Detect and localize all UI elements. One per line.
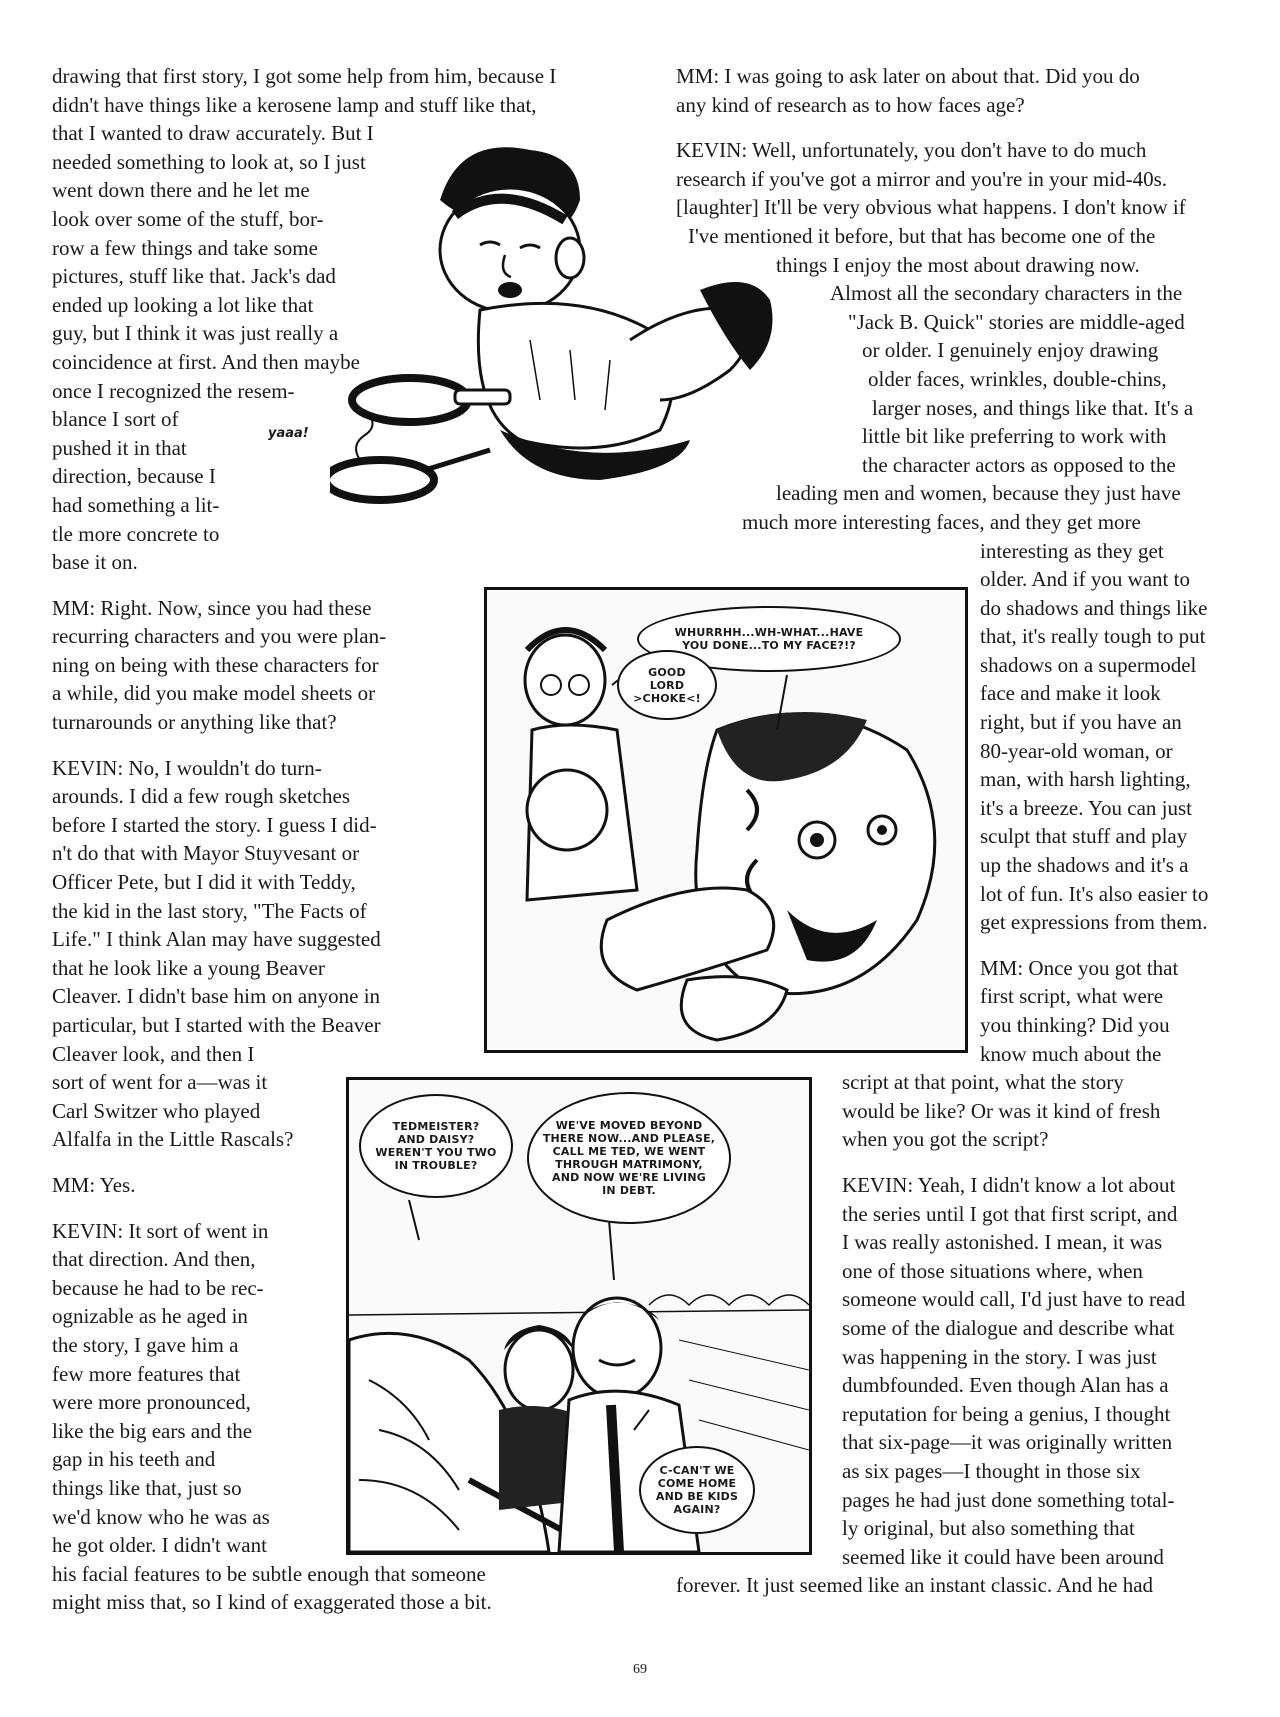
text-line: MM: Once you got that <box>980 955 1179 980</box>
text-line: any kind of research as to how faces age? <box>676 92 1025 117</box>
text-line: Carl Switzer who played <box>52 1098 261 1123</box>
text-line: things like that, just so <box>52 1475 242 1500</box>
text-line: once I recognized the resem- <box>52 378 295 403</box>
text-line: few more features that <box>52 1361 241 1386</box>
text-line: because he had to be rec- <box>52 1275 264 1300</box>
text-line: one of those situations where, when <box>842 1258 1143 1283</box>
text-line: when you got the script? <box>842 1127 1049 1152</box>
text-line: the kid in the last story, "The Facts of <box>52 898 367 923</box>
text-line: someone would call, I'd just have to read <box>842 1287 1186 1312</box>
text-line: needed something to look at, so I just <box>52 149 366 174</box>
text-line: dumbfounded. Even though Alan has a <box>842 1373 1169 1398</box>
text-line: face and make it look <box>980 681 1161 706</box>
text-line: lot of fun. It's also easier to <box>980 881 1209 906</box>
balloon-line: AGAIN? <box>673 1503 721 1516</box>
text-line: recurring characters and you were plan- <box>52 624 387 649</box>
text-line: "Jack B. Quick" stories are middle-aged <box>848 309 1185 334</box>
text-line: larger noses, and things like that. It's a <box>872 395 1194 420</box>
text-line: the character actors as opposed to the <box>862 452 1176 477</box>
text-line: much more interesting faces, and they get more <box>742 509 1141 534</box>
comic-panel-face <box>484 587 968 1053</box>
text-line: n't do that with Mayor Stuyvesant or <box>52 841 360 866</box>
text-line: do shadows and things like <box>980 595 1208 620</box>
text-line: would be like? Or was it kind of fresh <box>842 1098 1161 1123</box>
balloon-line: TEDMEISTER? <box>392 1120 480 1133</box>
balloon-line: WEREN'T YOU TWO <box>375 1146 497 1159</box>
text-line: that direction. And then, <box>52 1247 256 1272</box>
balloon-line: WHURRHH...WH-WHAT...HAVE <box>674 626 864 639</box>
text-line: up the shadows and it's a <box>980 853 1189 878</box>
text-line: forever. It just seemed like an instant classic. And he had <box>676 1573 1154 1598</box>
text-line: ly original, but also something that <box>842 1516 1135 1541</box>
text-line: was happening in the story. I was just <box>842 1344 1157 1369</box>
text-line: KEVIN: Yeah, I didn't know a lot about <box>842 1172 1176 1197</box>
text-line: right, but if you have an <box>980 710 1182 735</box>
text-line: a while, did you make model sheets or <box>52 681 376 706</box>
text-line: sort of went for a—was it <box>52 1070 268 1095</box>
text-line: 80-year-old woman, or <box>980 738 1173 763</box>
text-line: Cleaver. I didn't base him on anyone in <box>52 984 381 1009</box>
boy-illustration <box>268 140 890 560</box>
text-line: [laughter] It'll be very obvious what happens. I don't know if <box>676 195 1186 220</box>
text-line: that, it's really tough to put <box>980 624 1206 649</box>
text-line: Officer Pete, but I did it with Teddy, <box>52 870 356 895</box>
text-line: or older. I genuinely enjoy drawing <box>862 338 1159 363</box>
boy-drawing <box>330 140 890 560</box>
text-line: reputation for being a genius, I thought <box>842 1401 1171 1426</box>
text-line: gap in his teeth and <box>52 1447 216 1472</box>
text-line: older. And if you want to <box>980 567 1190 592</box>
text-line: ning on being with these characters for <box>52 652 379 677</box>
text-line: ognizable as he aged in <box>52 1304 248 1329</box>
text-line: get expressions from them. <box>980 910 1208 935</box>
text-line: arounds. I did a few rough sketches <box>52 784 350 809</box>
text-line: research if you've got a mirror and you're in your mid-40s. <box>676 166 1168 191</box>
text-line: tle more concrete to <box>52 521 220 546</box>
balloon-line: WE'VE MOVED BEYOND <box>555 1119 703 1132</box>
text-line: went down there and he let me <box>52 178 310 203</box>
text-line: shadows on a supermodel <box>980 652 1197 677</box>
page-number: 69 <box>633 1662 647 1677</box>
text-line: the series until I got that first script, and <box>842 1201 1178 1226</box>
text-line: know much about the <box>980 1041 1162 1066</box>
text-line: little bit like preferring to work with <box>862 424 1167 449</box>
text-line: were more pronounced, <box>52 1390 251 1415</box>
text-line: MM: Right. Now, since you had these <box>52 595 372 620</box>
balloon-line: C-CAN'T WE <box>659 1464 735 1477</box>
text-line: KEVIN: No, I wouldn't do turn- <box>52 755 322 780</box>
speech-balloon <box>617 650 717 720</box>
text-line: first script, what were <box>980 984 1164 1009</box>
balloon-line: LORD <box>649 678 685 692</box>
text-line: KEVIN: It sort of went in <box>52 1218 269 1243</box>
text-line: that I wanted to draw accurately. But I <box>52 121 374 146</box>
text-line: like the big ears and the <box>52 1418 253 1443</box>
balloon-line: IN TROUBLE? <box>394 1159 478 1172</box>
balloon-line: CALL ME TED, WE WENT <box>552 1145 706 1158</box>
text-line: look over some of the stuff, bor- <box>52 206 324 231</box>
text-line: some of the dialogue and describe what <box>842 1315 1175 1340</box>
text-line: had something a lit- <box>52 492 220 517</box>
text-line: base it on. <box>52 550 138 575</box>
balloon-line: COME HOME <box>657 1477 737 1490</box>
balloon-line: AND DAISY? <box>397 1133 475 1146</box>
text-line: his facial features to be subtle enough that someone <box>52 1561 486 1586</box>
text-line: older faces, wrinkles, double-chins, <box>868 366 1167 391</box>
text-line: that six-page—it was originally written <box>842 1430 1173 1455</box>
text-line: interesting as they get <box>980 538 1164 563</box>
text-line: we'd know who he was as <box>52 1504 270 1529</box>
text-line: Cleaver look, and then I <box>52 1041 255 1066</box>
text-line: it's a breeze. You can just <box>980 795 1192 820</box>
text-line: I've mentioned it before, but that has become one of the <box>688 223 1156 248</box>
text-line: pushed it in that <box>52 435 187 460</box>
speech-balloon <box>639 1446 755 1534</box>
text-line: he got older. I didn't want <box>52 1533 267 1558</box>
text-line: man, with harsh lighting, <box>980 767 1191 792</box>
text-line: seemed like it could have been around <box>842 1544 1164 1569</box>
balloon-line: IN DEBT. <box>602 1184 656 1197</box>
balloon-line: AND BE KIDS <box>655 1490 739 1503</box>
text-line: particular, but I started with the Beaver <box>52 1013 381 1037</box>
text-line: blance I sort of <box>52 407 179 432</box>
text-line: before I started the story. I guess I did- <box>52 812 377 837</box>
text-line: you thinking? Did you <box>980 1013 1170 1037</box>
text-line: as six pages—I thought in those six <box>842 1458 1141 1483</box>
text-line: things I enjoy the most about drawing now. <box>776 252 1140 277</box>
balloon-line: >CHOKE<! <box>633 691 701 705</box>
text-line: script at that point, what the story <box>842 1070 1124 1095</box>
speech-balloon <box>359 1094 513 1198</box>
balloon-line: THROUGH MATRIMONY, <box>555 1158 703 1171</box>
text-line: turnarounds or anything like that? <box>52 710 337 735</box>
balloon-line: GOOD <box>648 665 686 679</box>
paragraph <box>676 62 1236 119</box>
text-line: Life." I think Alan may have suggested <box>52 927 381 952</box>
text-line: Almost all the secondary characters in the <box>830 281 1183 306</box>
text-line: didn't have things like a kerosene lamp and stuff like that, <box>52 92 537 117</box>
text-line: row a few things and take some <box>52 235 318 260</box>
balloon-line: YOU DONE...TO MY FACE?!? <box>682 639 856 652</box>
text-line: sculpt that stuff and play <box>980 824 1188 849</box>
balloon-line: THERE NOW...AND PLEASE, <box>542 1132 716 1145</box>
text-line: KEVIN: Well, unfortunately, you don't have to do much <box>676 138 1147 163</box>
text-line: I was really astonished. I mean, it was <box>842 1230 1163 1255</box>
text-line: guy, but I think it was just really a <box>52 321 339 346</box>
text-line: MM: I was going to ask later on about that. Did you do <box>676 64 1140 88</box>
text-line: ended up looking a lot like that <box>52 292 314 317</box>
text-line: leading men and women, because they just have <box>776 481 1181 506</box>
comic-panel-couple <box>346 1077 812 1555</box>
text-line: coincidence at first. And then maybe <box>52 349 360 374</box>
text-line: pictures, stuff like that. Jack's dad <box>52 264 336 289</box>
text-line: Alfalfa in the Little Rascals? <box>52 1127 294 1152</box>
text-line: direction, because I <box>52 464 216 489</box>
text-line: the story, I gave him a <box>52 1332 239 1357</box>
exclamation-text: yaaa! <box>268 426 309 441</box>
balloon-line: AND NOW WE'RE LIVING <box>552 1171 706 1184</box>
text-line: drawing that first story, I got some help from him, because I <box>52 64 557 88</box>
speech-balloon <box>527 1092 731 1224</box>
text-line: pages he had just done something total- <box>842 1487 1175 1512</box>
text-line: might miss that, so I kind of exaggerated those a bit. <box>52 1590 492 1615</box>
text-line: MM: Yes. <box>52 1172 136 1197</box>
text-line: that he look like a young Beaver <box>52 955 325 980</box>
